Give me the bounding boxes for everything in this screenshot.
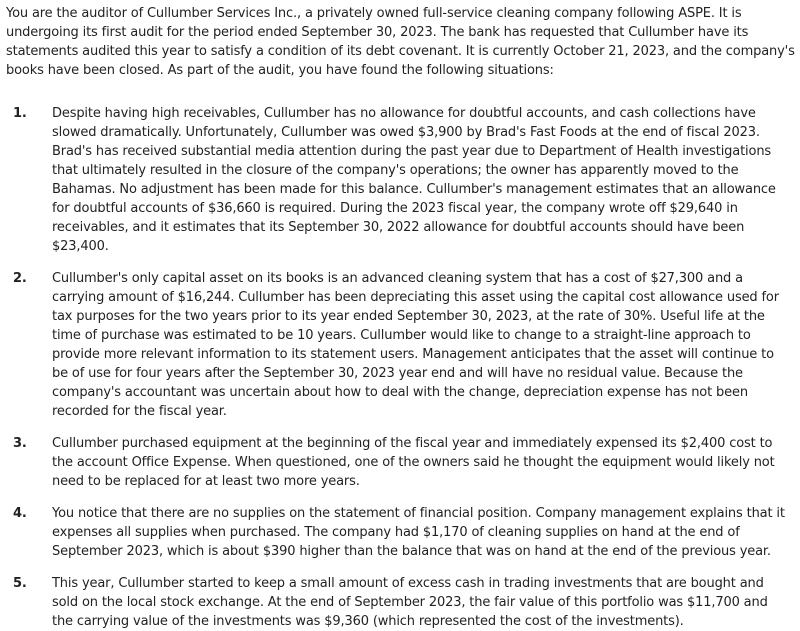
list-item [6,434,796,491]
item-text: Despite having high receivables, Cullumber has no allowance for doubtful accounts, and cash collections have slowed dramatically. Unfortunately, Cullumber was owed $3,900 by Brad's Fast Foods at the end of fiscal 2023. Brad's has received substantial media attention during the past year due to Department of Health investigations that ultimately resulted in the closure of the company's operations; the owner has apparently moved to the Bahamas. No adjustment has been made for this balance. Cullumber's management estimates that an allowance for doubtful accounts of $36,660 is required. During the 2023 fiscal year, the company wrote off $29,640 in receivables, and it estimates that its September 30, 2022 allowance for doubtful accounts should have been $23,400. [52,106,776,254]
list-item [6,269,796,421]
item-number: 4. [13,506,27,521]
situations-list [6,104,796,631]
list-item [6,104,796,256]
item-text: Cullumber purchased equipment at the beginning of the fiscal year and immediately expensed its $2,400 cost to the account Office Expense. When questioned, one of the owners said he thought the equipment would likely not need to be replaced for at least two more years. [52,436,775,489]
intro-paragraph: You are the auditor of Cullumber Services Inc., a privately owned full-service cleaning company following ASPE. It is undergoing its first audit for the period ended September 30, 2023. The bank has requested that Cullumber have its statements audited this year to satisfy a condition of its debt covenant. It is currently October 21, 2023, and the company's books have been closed. As part of the audit, you have found the following situations: [6,6,795,78]
list-item [6,504,796,561]
item-number: 3. [13,436,27,451]
item-text: This year, Cullumber started to keep a small amount of excess cash in trading investments that are bought and sold on the local stock exchange. At the end of September 2023, the fair value of this portfolio was $11,700 and the carrying value of the investments was $9,360 (which represented the cost of the investments). [52,576,768,629]
list-item [6,574,796,631]
item-number: 1. [13,106,27,121]
item-text: You notice that there are no supplies on the statement of financial position. Company management explains that it expenses all supplies when purchased. The company had $1,170 of cleaning supplies on hand at the end of September 2023, which is about $390 higher than the balance that was on hand at the end of the previous year. [52,506,785,559]
item-number: 2. [13,271,27,286]
item-text: Cullumber's only capital asset on its books is an advanced cleaning system that has a cost of $27,300 and a carrying amount of $16,244. Cullumber has been depreciating this asset using the capital cost allowance used for tax purposes for the two years prior to its year ended September 30, 2023, at the rate of 30%. Useful life at the time of purchase was estimated to be 10 years. Cullumber would like to change to a straight-line approach to provide more relevant information to its statement users. Management anticipates that the asset will continue to be of use for four years after the September 30, 2023 year end and will have no residual value. Because the company's accountant was uncertain about how to deal with the change, depreciation expense has not been recorded for the fiscal year. [52,271,779,419]
item-number: 5. [13,576,27,591]
